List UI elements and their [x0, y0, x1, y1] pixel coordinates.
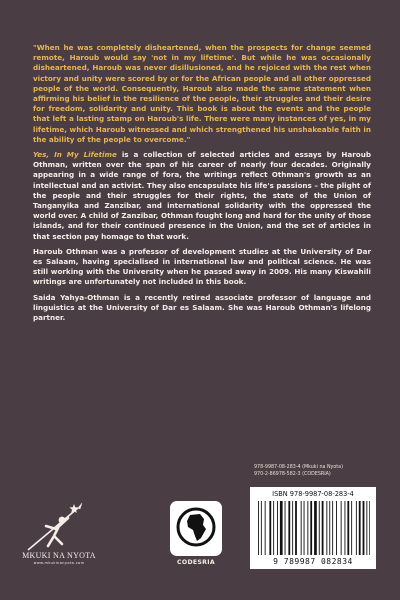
isbn-line-codesria: 970-2-86978-582-3 (CODESRIA) [254, 471, 331, 477]
barcode [250, 487, 376, 569]
isbn-line-mkuki: 978-9987-08-283-4 (Mkuki na Nyota) [254, 465, 343, 470]
codesria-label: CODESRIA [177, 559, 215, 566]
codesria-logo [169, 500, 223, 557]
barcode-digits: 9 789987 082834 [273, 557, 353, 566]
editor-bio: Saida Yahya-Othman is a recently retired associate professor of language and linguistics at the University of Dar es Salaam. She was Haroub Othman's lifelong partner. [33, 292, 371, 323]
blurb-quote: "When he was completely disheartened, when the prospects for change seemed remote, Haroub would say 'not in my lifetime'. But while he was occasionally disheartened, Haroub was never disillusioned, and he rejoiced with the rest when victory and unity were scored by or for the African people and all other oppressed people of the world. Consequently, Haroub also made the same statement when affirming his belief in the resilience of the people, their struggles and their desire for freedom, solidarity and unity. This book is about the events and the people that left a lasting stamp on Haroub's life. There were many instances of yes, in my lifetime, which Haroub witnessed and which strengthened his unshakeable faith in the ability of the people to overcome." [33, 43, 371, 144]
publisher-name: MKUKI NA NYOTA [22, 551, 96, 560]
publisher-url: www.mkukinanyota.com [33, 561, 85, 565]
barcode-isbn-label: ISBN 978-9987-08-283-4 [272, 490, 354, 498]
book-title-inline: Yes, In My Lifetime [33, 150, 117, 160]
blurb-paragraph-collection-text: is a collection of selected articles and essays by Haroub Othman, written over the span of his career of nearly four decades. Originally appearing in a wide range of fora, the writings reflect Othman's growth as an intellectual and an activist. They also encapsulate his life's passions – the plight of the people and their struggles for their rights, the state of the Union of Tanganyika and Zanzibar, and international solidarity with the oppressed the world over. A child of Zanzibar, Othman fought long and hard for the unity of those islands, and for their continued presence in the Union, and the set of articles in that section pay homage to that work. [33, 150, 371, 241]
isbn-list [254, 465, 343, 478]
barcode-bars [256, 501, 370, 557]
blurb-text [33, 43, 371, 328]
blurb-paragraph-collection [33, 150, 371, 242]
author-bio: Haroub Othman was a professor of development studies at the University of Dar es Salaam, having specialised in international law and political science. He was still working with the University when he passed away in 2009. His many Kiswahili writings are unfortunately not included in this book. [33, 246, 371, 287]
